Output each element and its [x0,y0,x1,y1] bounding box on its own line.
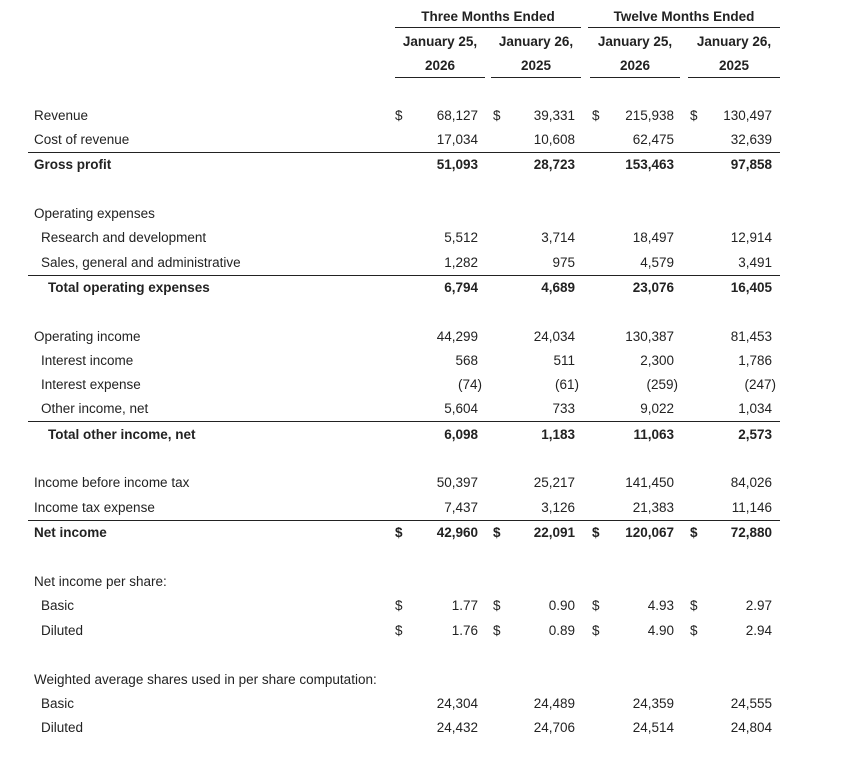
value-cell: 23,076 [632,280,674,295]
value-cell: 97,858 [730,157,772,172]
value-cell: 733 [552,401,575,416]
value-cell: 51,093 [436,157,478,172]
value-cell: 21,383 [632,500,674,515]
section-heading-eps: Net income per share: [34,574,167,589]
row-label-gross-profit: Gross profit [34,157,112,172]
col1-date: January 25, [402,34,478,49]
value-cell: 130,387 [625,329,674,344]
value-cell: 3,714 [541,230,575,245]
row-label-sga: Sales, general and administrative [41,255,241,270]
col1-rule [395,77,485,78]
value-cell: 11,146 [731,500,772,515]
value-cell: 1,034 [738,401,772,416]
currency-sign: $ [592,525,600,540]
col3-year: 2026 [619,58,651,73]
row-label-other-income: Other income, net [41,401,149,416]
value-cell: 39,331 [533,108,575,123]
value-cell: 130,497 [723,108,772,123]
currency-sign: $ [690,525,698,540]
row-label-income-before-tax: Income before income tax [34,475,190,490]
row-label-cost-of-revenue: Cost of revenue [34,132,130,147]
row-label-income-tax: Income tax expense [34,500,155,515]
header-rule-three [395,27,581,28]
value-cell: 24,359 [632,696,674,711]
value-cell: 568 [455,353,478,368]
value-cell: 11,063 [633,427,674,442]
value-cell: 18,497 [632,230,674,245]
currency-sign: $ [690,623,698,638]
value-cell: 16,405 [730,280,772,295]
row-label-shares-basic: Basic [41,696,75,711]
value-cell: 4.93 [647,598,674,613]
value-cell: 2,573 [738,427,772,442]
value-cell: 215,938 [625,108,674,123]
value-cell: 44,299 [436,329,478,344]
currency-sign: $ [493,525,501,540]
value-cell: 81,453 [730,329,772,344]
value-cell: 32,639 [730,132,772,147]
value-cell: 1,786 [738,353,772,368]
row-label-total-opex: Total operating expenses [48,280,210,295]
value-cell: 24,304 [436,696,478,711]
value-cell: 4,579 [640,255,674,270]
value-cell: 17,034 [436,132,478,147]
value-cell: 1.77 [451,598,478,613]
row-label-revenue: Revenue [34,108,89,123]
currency-sign: $ [395,598,403,613]
value-cell: 42,960 [436,525,478,540]
currency-sign: $ [690,108,698,123]
value-cell: 22,091 [533,525,575,540]
col3-date: January 25, [597,34,673,49]
col2-year: 2025 [520,58,552,73]
value-cell: 1,282 [444,255,478,270]
value-cell: (74) [457,377,482,392]
currency-sign: $ [395,623,403,638]
value-cell: 7,437 [444,500,478,515]
currency-sign: $ [493,598,501,613]
value-cell: 12,914 [730,230,772,245]
value-cell: 1,183 [541,427,575,442]
col4-rule [688,77,780,78]
value-cell: 5,604 [444,401,478,416]
value-cell: 2.94 [745,623,772,638]
value-cell: 153,463 [625,157,674,172]
value-cell: 24,432 [436,720,478,735]
section-heading-shares: Weighted average shares used in per share computation: [34,672,377,687]
header-rule-twelve [588,27,780,28]
value-cell: 24,489 [533,696,575,711]
value-cell: (61) [554,377,579,392]
value-cell: 24,555 [730,696,772,711]
value-cell: 3,491 [738,255,772,270]
row-rule [28,421,780,422]
currency-sign: $ [592,623,600,638]
col4-year: 2025 [718,58,750,73]
row-label-interest-income: Interest income [41,353,134,368]
value-cell: 6,098 [444,427,478,442]
currency-sign: $ [395,525,403,540]
row-label-operating-income: Operating income [34,329,141,344]
value-cell: 6,794 [444,280,478,295]
value-cell: 4,689 [541,280,575,295]
value-cell: 10,608 [533,132,575,147]
value-cell: 24,706 [533,720,575,735]
currency-sign: $ [493,108,501,123]
value-cell: 3,126 [541,500,575,515]
value-cell: 68,127 [436,108,478,123]
value-cell: 62,475 [632,132,674,147]
value-cell: 24,034 [533,329,575,344]
value-cell: 50,397 [436,475,478,490]
col3-rule [590,77,680,78]
value-cell: 120,067 [625,525,674,540]
value-cell: 1.76 [451,623,478,638]
value-cell: 2.97 [745,598,772,613]
value-cell: 141,450 [625,475,674,490]
col2-rule [491,77,581,78]
row-label-interest-expense: Interest expense [41,377,141,392]
currency-sign: $ [690,598,698,613]
row-rule [28,152,780,153]
row-label-net-income: Net income [34,525,107,540]
value-cell: 28,723 [533,157,575,172]
value-cell: (247) [744,377,776,392]
col1-year: 2026 [424,58,456,73]
col4-date: January 26, [696,34,772,49]
header-twelve-months: Twelve Months Ended [613,9,755,24]
row-label-eps-basic: Basic [41,598,75,613]
currency-sign: $ [493,623,501,638]
row-label-rnd: Research and development [41,230,207,245]
currency-sign: $ [395,108,403,123]
value-cell: 24,804 [730,720,772,735]
value-cell: 72,880 [730,525,772,540]
currency-sign: $ [592,598,600,613]
row-label-shares-diluted: Diluted [41,720,84,735]
value-cell: 511 [553,353,575,368]
value-cell: 9,022 [640,401,674,416]
section-heading-opex: Operating expenses [34,206,155,221]
value-cell: 0.90 [548,598,575,613]
row-label-total-other: Total other income, net [48,427,196,442]
value-cell: 4.90 [647,623,674,638]
value-cell: 0.89 [548,623,575,638]
value-cell: 25,217 [533,475,575,490]
row-label-eps-diluted: Diluted [41,623,84,638]
row-rule [28,520,780,521]
value-cell: 975 [552,255,575,270]
currency-sign: $ [592,108,600,123]
header-three-months: Three Months Ended [421,9,555,24]
value-cell: 24,514 [632,720,674,735]
value-cell: (259) [646,377,678,392]
value-cell: 84,026 [730,475,772,490]
value-cell: 5,512 [444,230,478,245]
col2-date: January 26, [498,34,574,49]
row-rule [28,275,780,276]
value-cell: 2,300 [640,353,674,368]
